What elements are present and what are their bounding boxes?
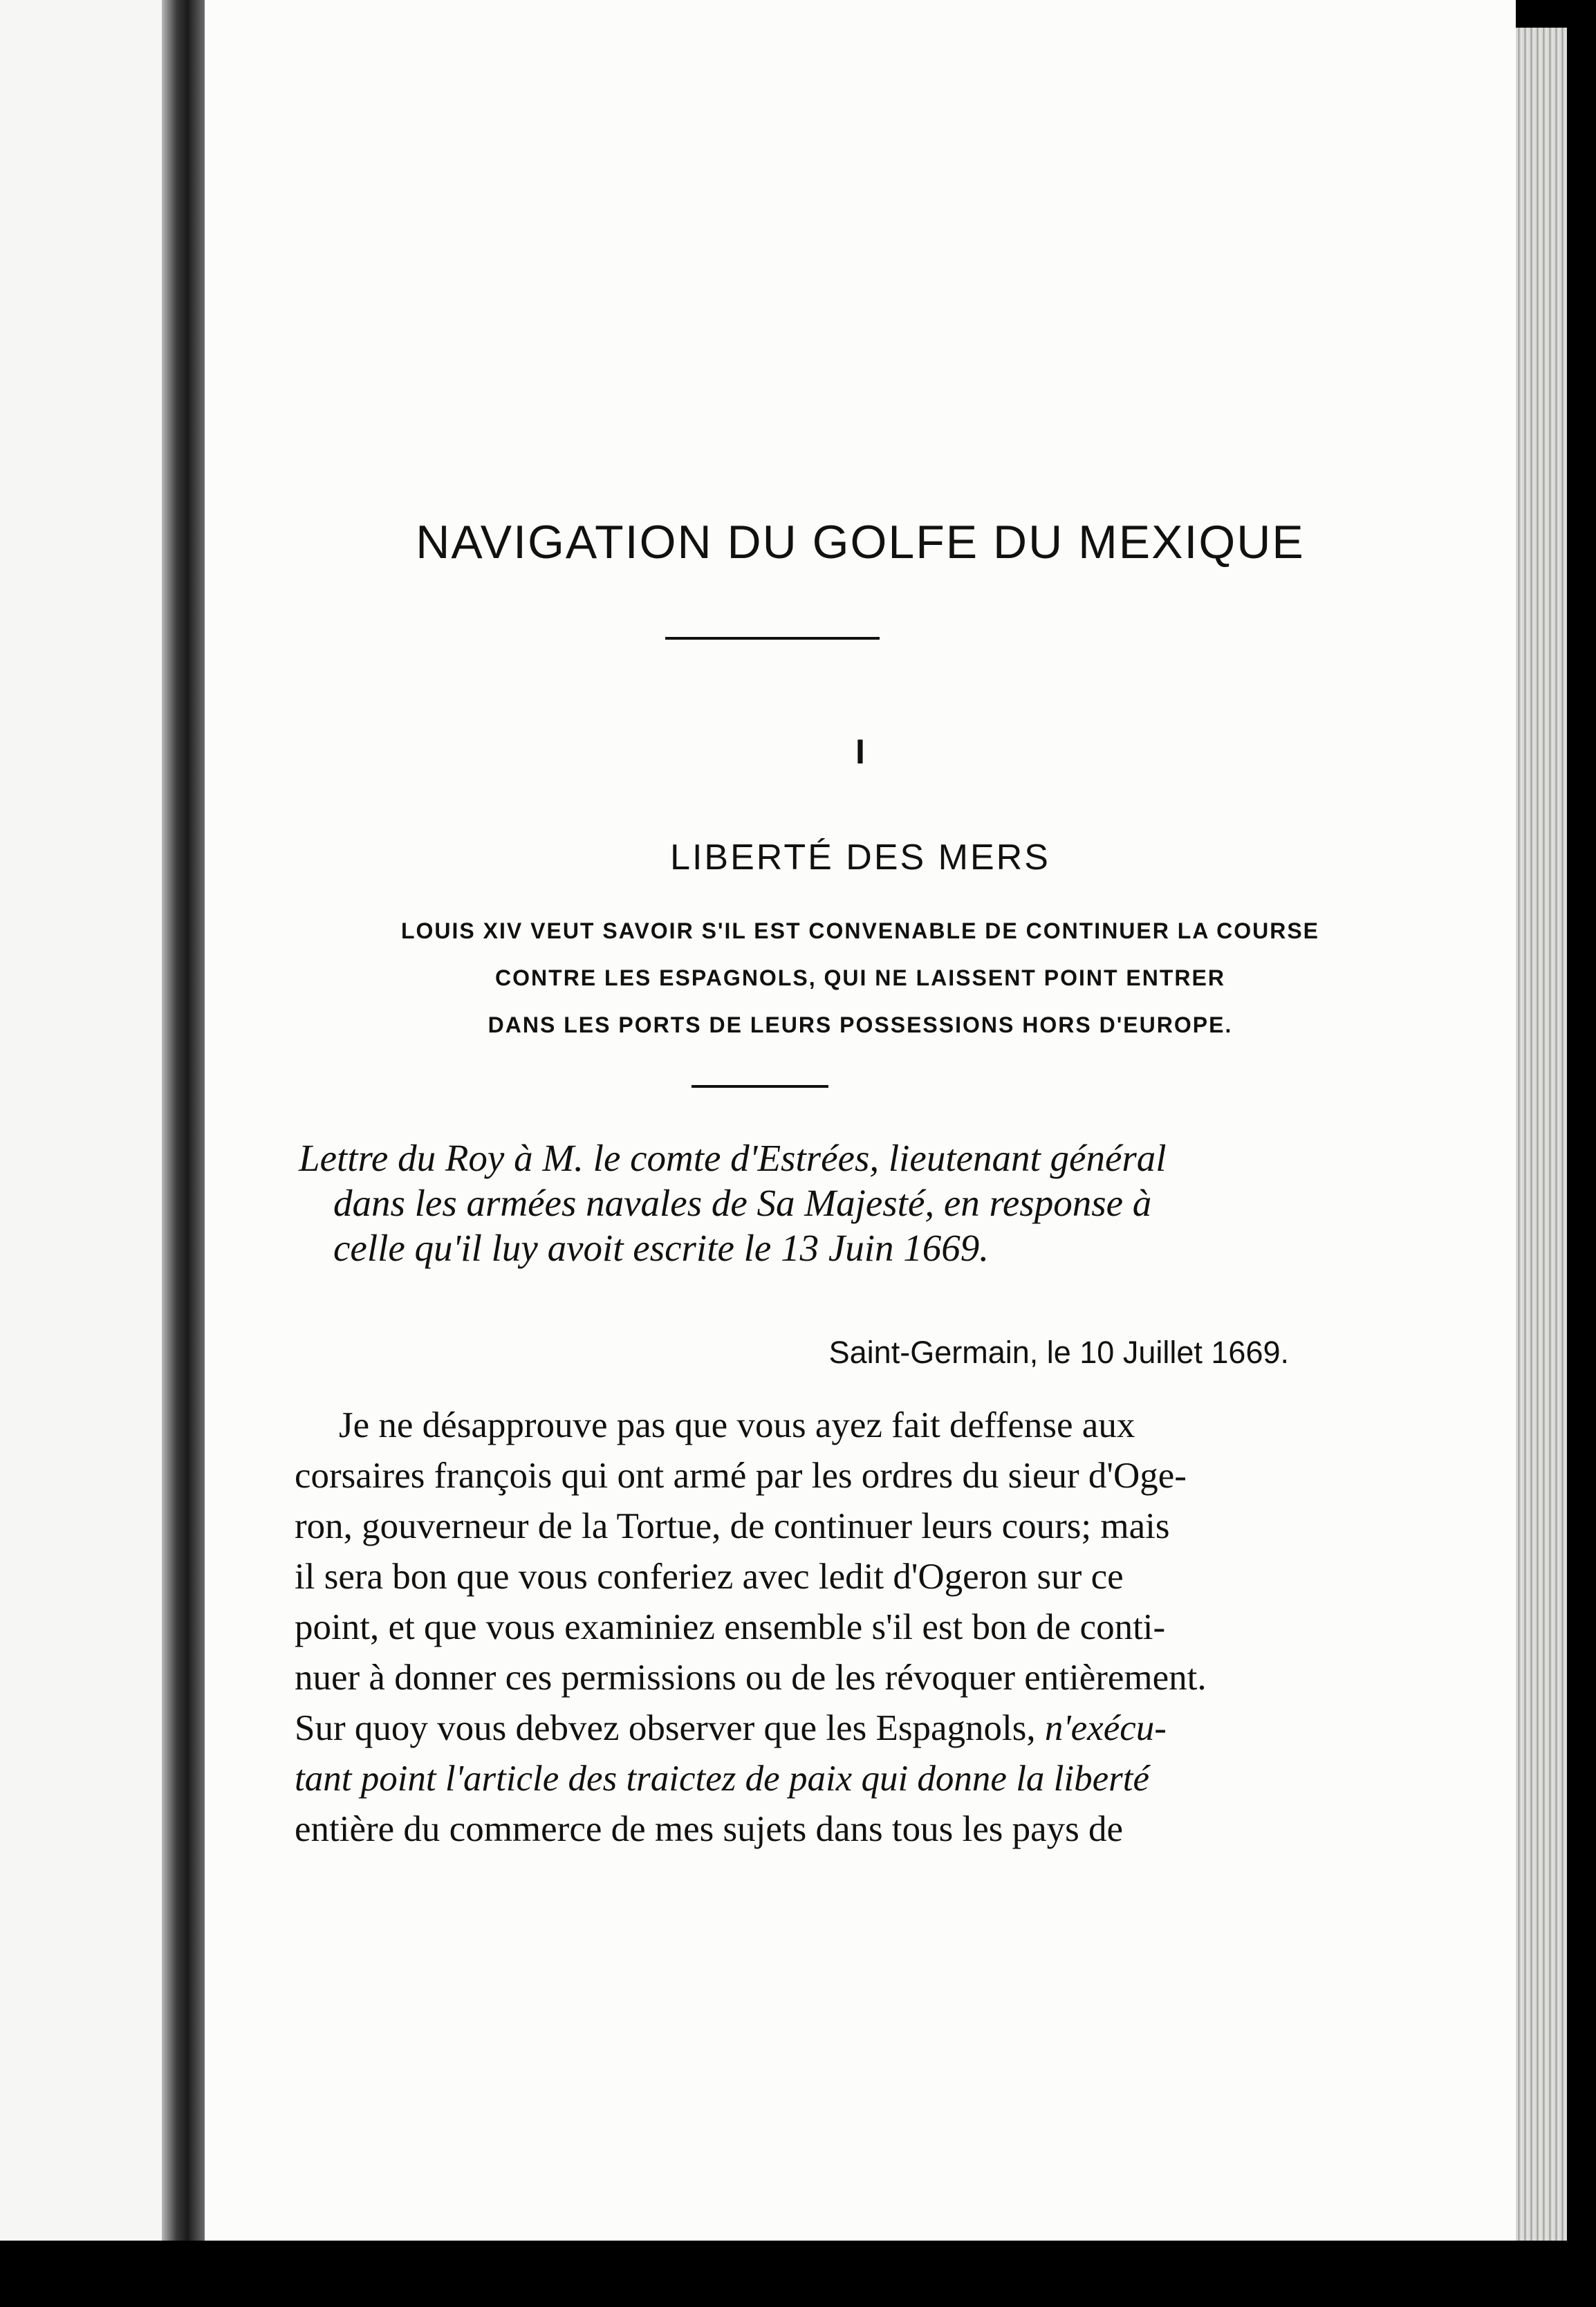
summary-line: CONTRE LES ESPAGNOLS, QUI NE LAISSENT POINT ENTRER (495, 965, 1225, 990)
body-line (295, 1653, 1433, 1703)
page-title: NAVIGATION DU GOLFE DU MEXIQUE (416, 516, 1305, 568)
letter-heading-line: Lettre du Roy à M. le comte d'Estrées, lieutenant général (299, 1137, 1167, 1179)
section-title: LIBERTÉ DES MERS (670, 837, 1050, 878)
letter-heading (299, 1136, 1433, 1270)
body-text-run: nuer à donner ces permissions ou de les révoquer entièrement. (295, 1658, 1207, 1698)
body-text-run: Je ne désapprouve pas que vous ayez fait deffense aux (339, 1405, 1135, 1445)
body-text-run: point, et que vous examiniez ensemble s'il est bon de conti- (295, 1607, 1166, 1647)
letter-body (295, 1400, 1433, 1855)
book-gutter (162, 0, 205, 2241)
body-line (295, 1501, 1433, 1552)
body-italic-run: n'exécu- (1044, 1708, 1167, 1748)
book-page (205, 0, 1516, 2241)
body-line (295, 1400, 1433, 1451)
facing-page (0, 0, 174, 2241)
section-summary (205, 907, 1516, 1048)
body-text-run: corsaires françois qui ont armé par les ordres du sieur d'Oge- (295, 1456, 1187, 1496)
body-text-run: il sera bon que vous conferiez avec ledit d'Ogeron sur ce (295, 1557, 1124, 1597)
body-line (295, 1552, 1433, 1602)
page-edge (1516, 28, 1567, 2241)
body-line (295, 1754, 1433, 1804)
section-number: I (855, 732, 865, 771)
body-text-run: Sur quoy vous debvez observer que les Espagnols, (295, 1708, 1045, 1748)
letter-heading-line: dans les armées navales de Sa Majesté, en response à (333, 1182, 1152, 1224)
summary-line: DANS LES PORTS DE LEURS POSSESSIONS HORS D'EUROPE. (488, 1012, 1233, 1037)
body-line (295, 1602, 1433, 1653)
title-rule (665, 637, 880, 640)
summary-line: LOUIS XIV VEUT SAVOIR S'IL EST CONVENABLE DE CONTINUER LA COURSE (400, 918, 1320, 943)
body-line (295, 1804, 1433, 1855)
body-italic-run: tant point l'article des traictez de paix qui donne la liberté (295, 1759, 1150, 1799)
letter-heading-line: celle qu'il luy avoit escrite le 13 Juin 1669. (333, 1227, 990, 1269)
summary-rule (692, 1085, 828, 1088)
body-line (295, 1451, 1433, 1501)
body-line (295, 1703, 1433, 1754)
body-text-run: entière du commerce de mes sujets dans tous les pays de (295, 1809, 1124, 1849)
dateline: Saint-Germain, le 10 Juillet 1669. (828, 1335, 1289, 1370)
body-text-run: ron, gouverneur de la Tortue, de continuer leurs cours; mais (295, 1506, 1170, 1546)
